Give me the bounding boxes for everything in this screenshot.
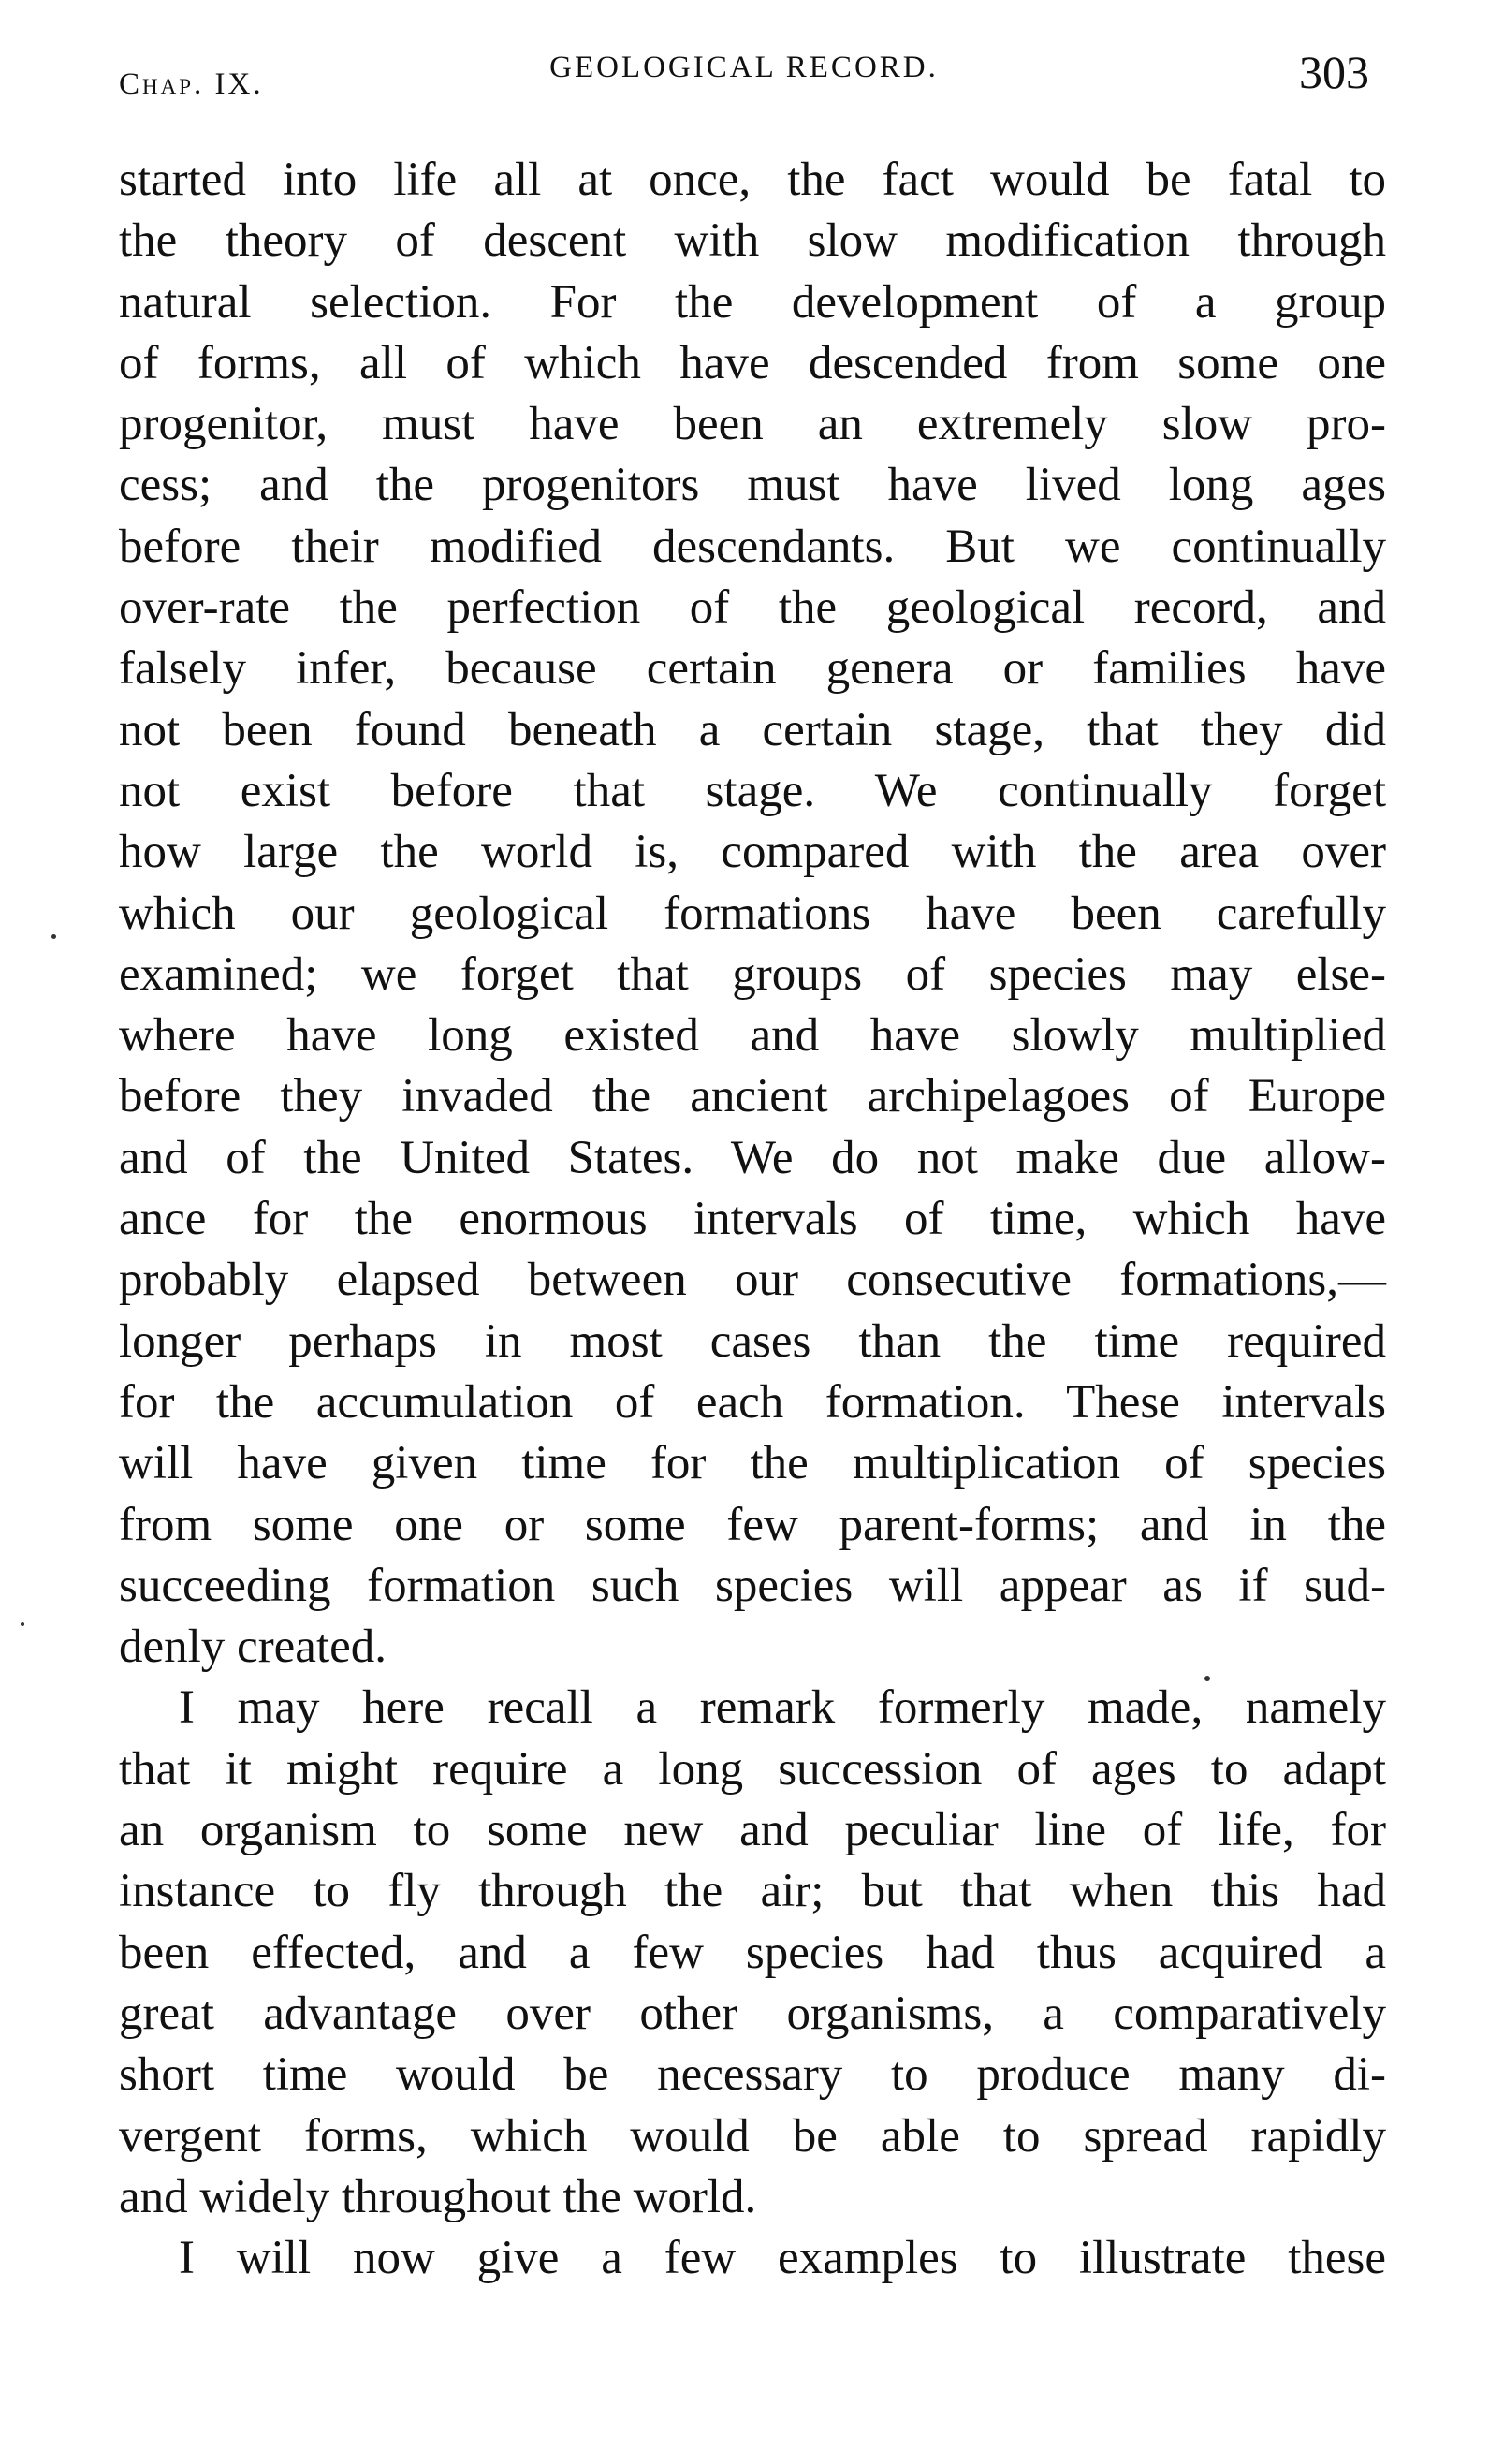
text-line: natural selection. For the development of a group — [119, 275, 1386, 329]
text-line: great advantage over other organisms, a comparatively — [119, 1987, 1386, 2040]
text-line: probably elapsed between our consecutive formations,— — [119, 1254, 1386, 1307]
text-line: instance to fly through the air; but that when this had — [119, 1865, 1386, 1918]
paragraph — [119, 1678, 1386, 2228]
body-text — [119, 150, 1386, 2289]
text-line: ance for the enormous intervals of time, which have — [119, 1193, 1386, 1246]
margin-speck — [21, 1622, 24, 1626]
text-line: and widely throughout the world. — [119, 2170, 757, 2223]
text-line: not exist before that stage. We continually forget — [119, 764, 1386, 817]
text-line: from some one or some few parent-forms; and in the — [119, 1498, 1386, 1551]
text-line: longer perhaps in most cases than the time required — [119, 1314, 1386, 1368]
text-line: I may here recall a remark formerly made, namely — [179, 1681, 1386, 1735]
text-line: cess; and the progenitors must have lived long ages — [119, 459, 1386, 512]
text-line: started into life all at once, the fact would be fatal to — [119, 154, 1386, 206]
text-line: that it might require a long succession of ages to adapt — [119, 1742, 1386, 1796]
text-line: not been found beneath a certain stage, that they did — [119, 703, 1386, 756]
text-line: and of the United States. We do not make due allow- — [119, 1131, 1386, 1184]
text-line: succeeding formation such species will appear as if sud- — [119, 1559, 1386, 1612]
text-line: where have long existed and have slowly multiplied — [119, 1009, 1386, 1063]
text-line: for the accumulation of each formation. These intervals — [119, 1375, 1386, 1429]
text-line: how large the world is, compared with the area over — [119, 826, 1386, 879]
text-line: of forms, all of which have descended from some one — [119, 336, 1386, 389]
text-line: the theory of descent with slow modification through — [119, 214, 1386, 268]
text-line: falsely infer, because certain genera or families have — [119, 642, 1386, 696]
margin-speck — [1204, 1676, 1210, 1681]
text-line: vergent forms, which would be able to spread rapidly — [119, 2109, 1386, 2163]
page-number: 303 — [1299, 46, 1369, 98]
text-line: progenitor, must have been an extremely slow pro- — [119, 398, 1386, 451]
text-line: over-rate the perfection of the geological record, and — [119, 581, 1386, 635]
text-line: been effected, and a few species had thus acquired a — [119, 1926, 1386, 1979]
text-line: which our geological formations have been carefully — [119, 887, 1386, 940]
text-line: before they invaded the ancient archipelagoes of Europe — [119, 1070, 1386, 1123]
text-line: denly created. — [119, 1621, 387, 1674]
text-line: examined; we forget that groups of species may else- — [119, 947, 1386, 1001]
text-line: before their modified descendants. But we continually — [119, 520, 1386, 573]
text-line: will have given time for the multiplication of species — [119, 1437, 1386, 1490]
text-line: I will now give a few examples to illustrate these — [179, 2232, 1386, 2285]
margin-speck — [51, 934, 56, 939]
text-line: an organism to some new and peculiar line of life, for — [119, 1804, 1386, 1857]
running-title: GEOLOGICAL RECORD. — [549, 51, 939, 84]
running-head — [119, 41, 1369, 107]
paragraph — [119, 150, 1386, 1678]
chapter-label: Chap. IX. — [119, 67, 264, 101]
paragraph — [119, 2228, 1386, 2289]
text-line: short time would be necessary to produce many di- — [119, 2048, 1386, 2102]
